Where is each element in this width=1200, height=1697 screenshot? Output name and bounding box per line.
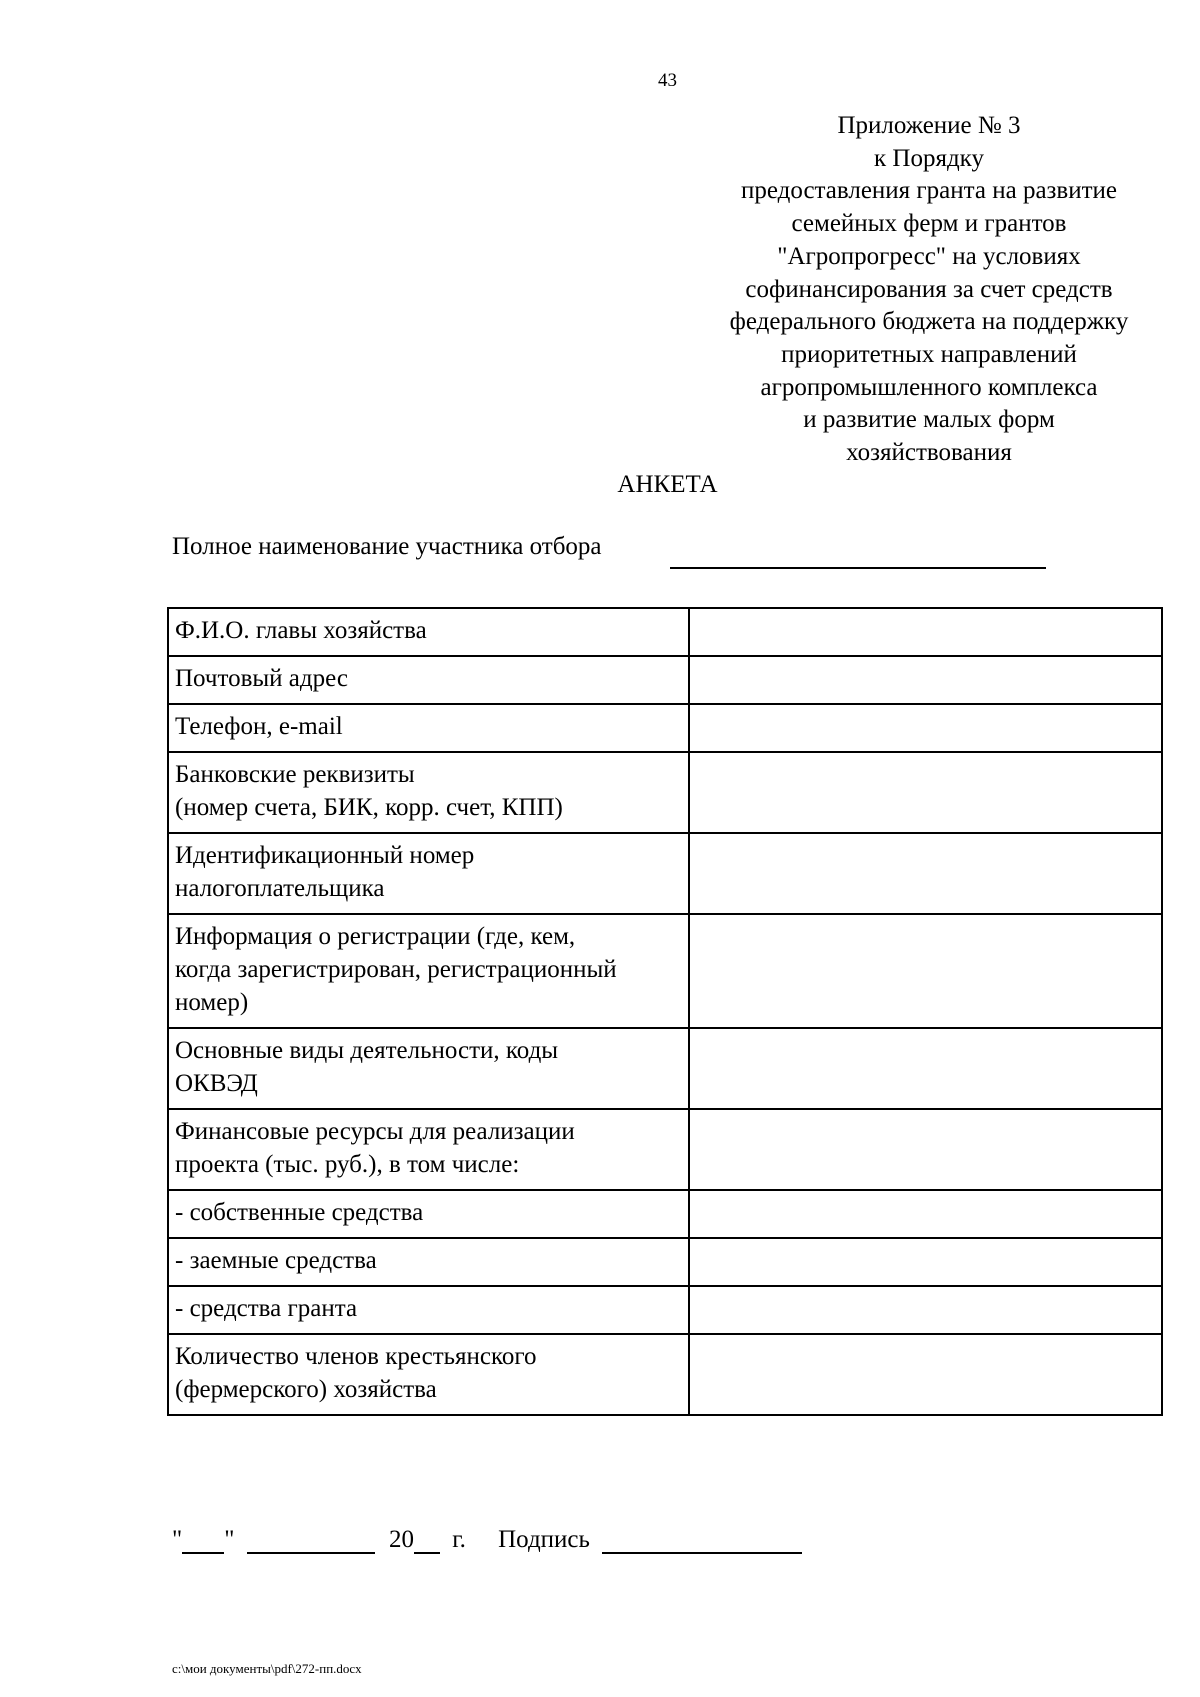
table-row	[168, 914, 1162, 1028]
appendix-line: и развитие малых форм	[803, 406, 1055, 434]
row-label: Финансовые ресурсы для реализации проекта (тыс. руб.), в том числе:	[168, 1109, 689, 1190]
appendix-line: предоставления гранта на развитие	[740, 177, 1118, 205]
table-row	[168, 656, 1162, 704]
questionnaire-table	[167, 607, 1163, 1416]
day-field[interactable]	[182, 1530, 224, 1554]
signature-label: Подпись	[498, 1526, 590, 1553]
table-row	[168, 608, 1162, 656]
signature-field[interactable]	[602, 1530, 802, 1554]
appendix-line: "Агропрогресс" на условиях	[777, 242, 1081, 270]
row-label: Ф.И.О. главы хозяйства	[168, 608, 689, 656]
appendix-line: агропромышленного комплекса	[760, 373, 1098, 401]
row-value-field[interactable]	[689, 656, 1162, 704]
table-row	[168, 1028, 1162, 1109]
table-row	[168, 752, 1162, 833]
appendix-line: хозяйствования	[846, 439, 1012, 467]
row-label: Количество членов крестьянского (фермерского) хозяйства	[168, 1334, 689, 1415]
table-row	[168, 1286, 1162, 1334]
year-suffix: г.	[452, 1526, 466, 1553]
signature-row	[172, 1526, 802, 1554]
participant-name-label: Полное наименование участника отбора	[172, 533, 602, 560]
row-value-field[interactable]	[689, 704, 1162, 752]
row-label: Информация о регистрации (где, кем, когда зарегистрирован, регистрационный номер)	[168, 914, 689, 1028]
appendix-line: семейных ферм и грантов	[791, 210, 1067, 238]
row-label: Телефон, e-mail	[168, 704, 689, 752]
appendix-line: Приложение № 3	[837, 112, 1021, 139]
row-label: Банковские реквизиты (номер счета, БИК, корр. счет, КПП)	[168, 752, 689, 833]
row-label: - заемные средства	[168, 1238, 689, 1286]
appendix-line: приоритетных направлений	[781, 340, 1077, 368]
row-label: - собственные средства	[168, 1190, 689, 1238]
row-label: - средства гранта	[168, 1286, 689, 1334]
month-field[interactable]	[247, 1530, 375, 1554]
appendix-header	[684, 110, 1174, 470]
table-row	[168, 704, 1162, 752]
row-value-field[interactable]	[689, 608, 1162, 656]
row-value-field[interactable]	[689, 752, 1162, 833]
participant-name-field[interactable]	[670, 567, 1046, 569]
footer-file-path: c:\мои документы\pdf\272-пп.docx	[172, 1661, 362, 1676]
year-prefix: 20	[388, 1526, 414, 1553]
row-value-field[interactable]	[689, 1238, 1162, 1286]
appendix-line: федерального бюджета на поддержку	[729, 308, 1129, 336]
table-row	[168, 833, 1162, 914]
quote-close: "	[224, 1526, 235, 1553]
row-label: Почтовый адрес	[168, 656, 689, 704]
row-value-field[interactable]	[689, 833, 1162, 914]
row-value-field[interactable]	[689, 1286, 1162, 1334]
row-value-field[interactable]	[689, 1028, 1162, 1109]
table-row	[168, 1334, 1162, 1415]
row-label: Идентификационный номер налогоплательщика	[168, 833, 689, 914]
row-value-field[interactable]	[689, 914, 1162, 1028]
appendix-line: к Порядку	[874, 144, 984, 172]
row-value-field[interactable]	[689, 1109, 1162, 1190]
year-field[interactable]	[414, 1530, 440, 1554]
table-row	[168, 1238, 1162, 1286]
document-title: АНКЕТА	[617, 471, 718, 498]
page-number: 43	[658, 70, 677, 91]
row-value-field[interactable]	[689, 1334, 1162, 1415]
quote-open: "	[172, 1526, 183, 1553]
table-row	[168, 1109, 1162, 1190]
table-row	[168, 1190, 1162, 1238]
appendix-line: софинансирования за счет средств	[745, 275, 1113, 303]
row-label: Основные виды деятельности, коды ОКВЭД	[168, 1028, 689, 1109]
row-value-field[interactable]	[689, 1190, 1162, 1238]
